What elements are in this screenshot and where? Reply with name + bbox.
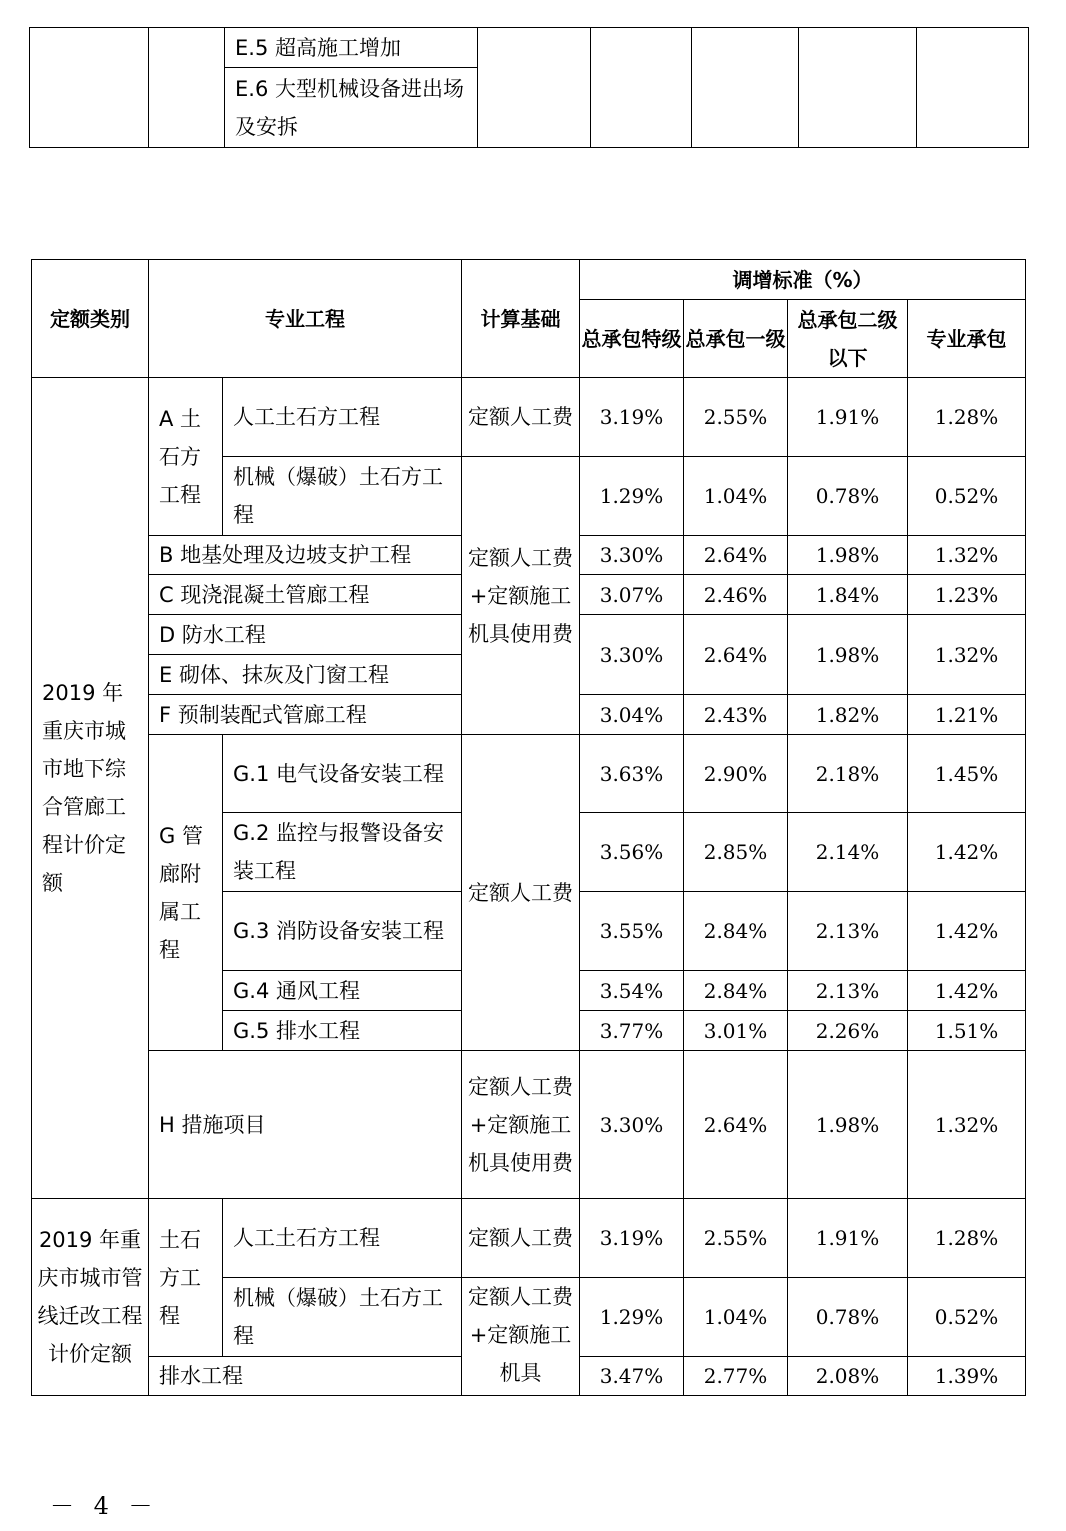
rate-cell: 1.91% xyxy=(788,378,908,457)
rate-cell: 2.55% xyxy=(684,378,788,457)
rate-cell: 3.56% xyxy=(580,813,684,892)
rate-cell: 3.04% xyxy=(580,695,684,735)
rate-cell: 1.04% xyxy=(684,1278,788,1357)
rate-cell: 1.32% xyxy=(908,615,1026,695)
fragment-row: E.6 大型机械设备进出场及安拆 xyxy=(225,68,478,148)
rate-cell: 0.78% xyxy=(788,457,908,536)
rate-cell: 1.28% xyxy=(908,378,1026,457)
rate-cell: 1.29% xyxy=(580,457,684,536)
rate-cell: 3.19% xyxy=(580,1199,684,1278)
rate-cell: 3.30% xyxy=(580,615,684,695)
basis-cell: 定额人工费 xyxy=(462,735,580,1051)
rate-cell: 2.26% xyxy=(788,1011,908,1051)
rate-cell: 2.55% xyxy=(684,1199,788,1278)
rate-cell: 1.45% xyxy=(908,735,1026,813)
project-name: F 预制装配式管廊工程 xyxy=(149,695,462,735)
empty-cell xyxy=(30,28,149,148)
rate-cell: 2.13% xyxy=(788,971,908,1011)
rate-cell: 1.04% xyxy=(684,457,788,536)
rate-cell: 3.77% xyxy=(580,1011,684,1051)
surcharge-rate-table xyxy=(31,259,1026,1396)
rate-cell: 2.77% xyxy=(684,1357,788,1396)
rate-cell: 3.07% xyxy=(580,575,684,615)
rate-cell: 0.78% xyxy=(788,1278,908,1357)
rate-cell: 1.28% xyxy=(908,1199,1026,1278)
rate-cell: 1.98% xyxy=(788,1051,908,1199)
rate-cell: 3.01% xyxy=(684,1011,788,1051)
rate-cell: 2.08% xyxy=(788,1357,908,1396)
rate-cell: 0.52% xyxy=(908,457,1026,536)
project-name: H 措施项目 xyxy=(149,1051,462,1199)
empty-cell xyxy=(149,28,225,148)
rate-cell: 1.98% xyxy=(788,615,908,695)
rate-cell: 2.64% xyxy=(684,536,788,575)
rate-cell: 2.64% xyxy=(684,1051,788,1199)
basis-cell: 定额人工费 xyxy=(462,378,580,457)
project-name: G.2 监控与报警设备安装工程 xyxy=(223,813,462,892)
rate-cell: 3.30% xyxy=(580,536,684,575)
project-name: G.1 电气设备安装工程 xyxy=(223,735,462,813)
rate-cell: 1.98% xyxy=(788,536,908,575)
rate-cell: 3.19% xyxy=(580,378,684,457)
basis-cell: 定额人工费 xyxy=(462,1199,580,1278)
rate-cell: 1.32% xyxy=(908,1051,1026,1199)
project-name: 机械（爆破）土石方工程 xyxy=(223,457,462,536)
project-name: C 现浇混凝土管廊工程 xyxy=(149,575,462,615)
empty-cell xyxy=(799,28,917,148)
header-professional: 专业承包 xyxy=(908,300,1026,378)
rate-cell: 0.52% xyxy=(908,1278,1026,1357)
rate-cell: 2.46% xyxy=(684,575,788,615)
project-name: E 砌体、抹灰及门窗工程 xyxy=(149,655,462,695)
project-name: G.3 消防设备安装工程 xyxy=(223,892,462,971)
basis-cell: 定额人工费+定额施工机具使用费 xyxy=(462,1051,580,1199)
rate-cell: 1.21% xyxy=(908,695,1026,735)
rate-cell: 2.13% xyxy=(788,892,908,971)
rate-cell: 2.18% xyxy=(788,735,908,813)
header-rate-group: 调增标准（%） xyxy=(580,260,1026,300)
page-number: － 4 － xyxy=(50,1492,159,1520)
rate-cell: 1.82% xyxy=(788,695,908,735)
project-name: D 防水工程 xyxy=(149,615,462,655)
empty-cell xyxy=(591,28,692,148)
group-cell: G 管廊附属工程 xyxy=(149,735,223,1051)
header-project: 专业工程 xyxy=(149,260,462,378)
category-cell: 2019 年重庆市城市地下综合管廊工程计价定额 xyxy=(32,378,149,1199)
rate-cell: 1.84% xyxy=(788,575,908,615)
project-name: 排水工程 xyxy=(149,1357,462,1396)
rate-cell: 2.90% xyxy=(684,735,788,813)
rate-cell: 1.42% xyxy=(908,813,1026,892)
header-special-grade: 总承包特级 xyxy=(580,300,684,378)
rate-cell: 1.32% xyxy=(908,536,1026,575)
project-name: G.4 通风工程 xyxy=(223,971,462,1011)
group-cell: A 土石方工程 xyxy=(149,378,223,536)
project-name: B 地基处理及边坡支护工程 xyxy=(149,536,462,575)
project-name: G.5 排水工程 xyxy=(223,1011,462,1051)
rate-cell: 3.54% xyxy=(580,971,684,1011)
empty-cell xyxy=(478,28,591,148)
fragment-row: E.5 超高施工增加 xyxy=(225,28,478,68)
rate-cell: 2.85% xyxy=(684,813,788,892)
rate-cell: 1.51% xyxy=(908,1011,1026,1051)
basis-cell: 定额人工费+定额施工机具 xyxy=(462,1278,580,1396)
empty-cell xyxy=(692,28,799,148)
basis-cell: 定额人工费+定额施工机具使用费 xyxy=(462,457,580,735)
rate-cell: 1.29% xyxy=(580,1278,684,1357)
header-basis: 计算基础 xyxy=(462,260,580,378)
header-first-grade: 总承包一级 xyxy=(684,300,788,378)
header-category: 定额类别 xyxy=(32,260,149,378)
project-name: 人工土石方工程 xyxy=(223,378,462,457)
header-second-grade: 总承包二级以下 xyxy=(788,300,908,378)
rate-cell: 2.14% xyxy=(788,813,908,892)
rate-cell: 1.23% xyxy=(908,575,1026,615)
category-cell: 2019 年重庆市城市管线迁改工程计价定额 xyxy=(32,1199,149,1396)
rate-cell: 2.64% xyxy=(684,615,788,695)
project-name: 人工土石方工程 xyxy=(223,1199,462,1278)
rate-cell: 1.42% xyxy=(908,971,1026,1011)
rate-cell: 1.39% xyxy=(908,1357,1026,1396)
rate-cell: 1.42% xyxy=(908,892,1026,971)
project-name: 机械（爆破）土石方工程 xyxy=(223,1278,462,1357)
previous-table-fragment xyxy=(29,27,1029,148)
rate-cell: 2.43% xyxy=(684,695,788,735)
group-cell: 土石方工程 xyxy=(149,1199,223,1357)
rate-cell: 2.84% xyxy=(684,971,788,1011)
rate-cell: 3.30% xyxy=(580,1051,684,1199)
rate-cell: 3.63% xyxy=(580,735,684,813)
empty-cell xyxy=(917,28,1029,148)
rate-cell: 1.91% xyxy=(788,1199,908,1278)
rate-cell: 2.84% xyxy=(684,892,788,971)
rate-cell: 3.47% xyxy=(580,1357,684,1396)
rate-cell: 3.55% xyxy=(580,892,684,971)
